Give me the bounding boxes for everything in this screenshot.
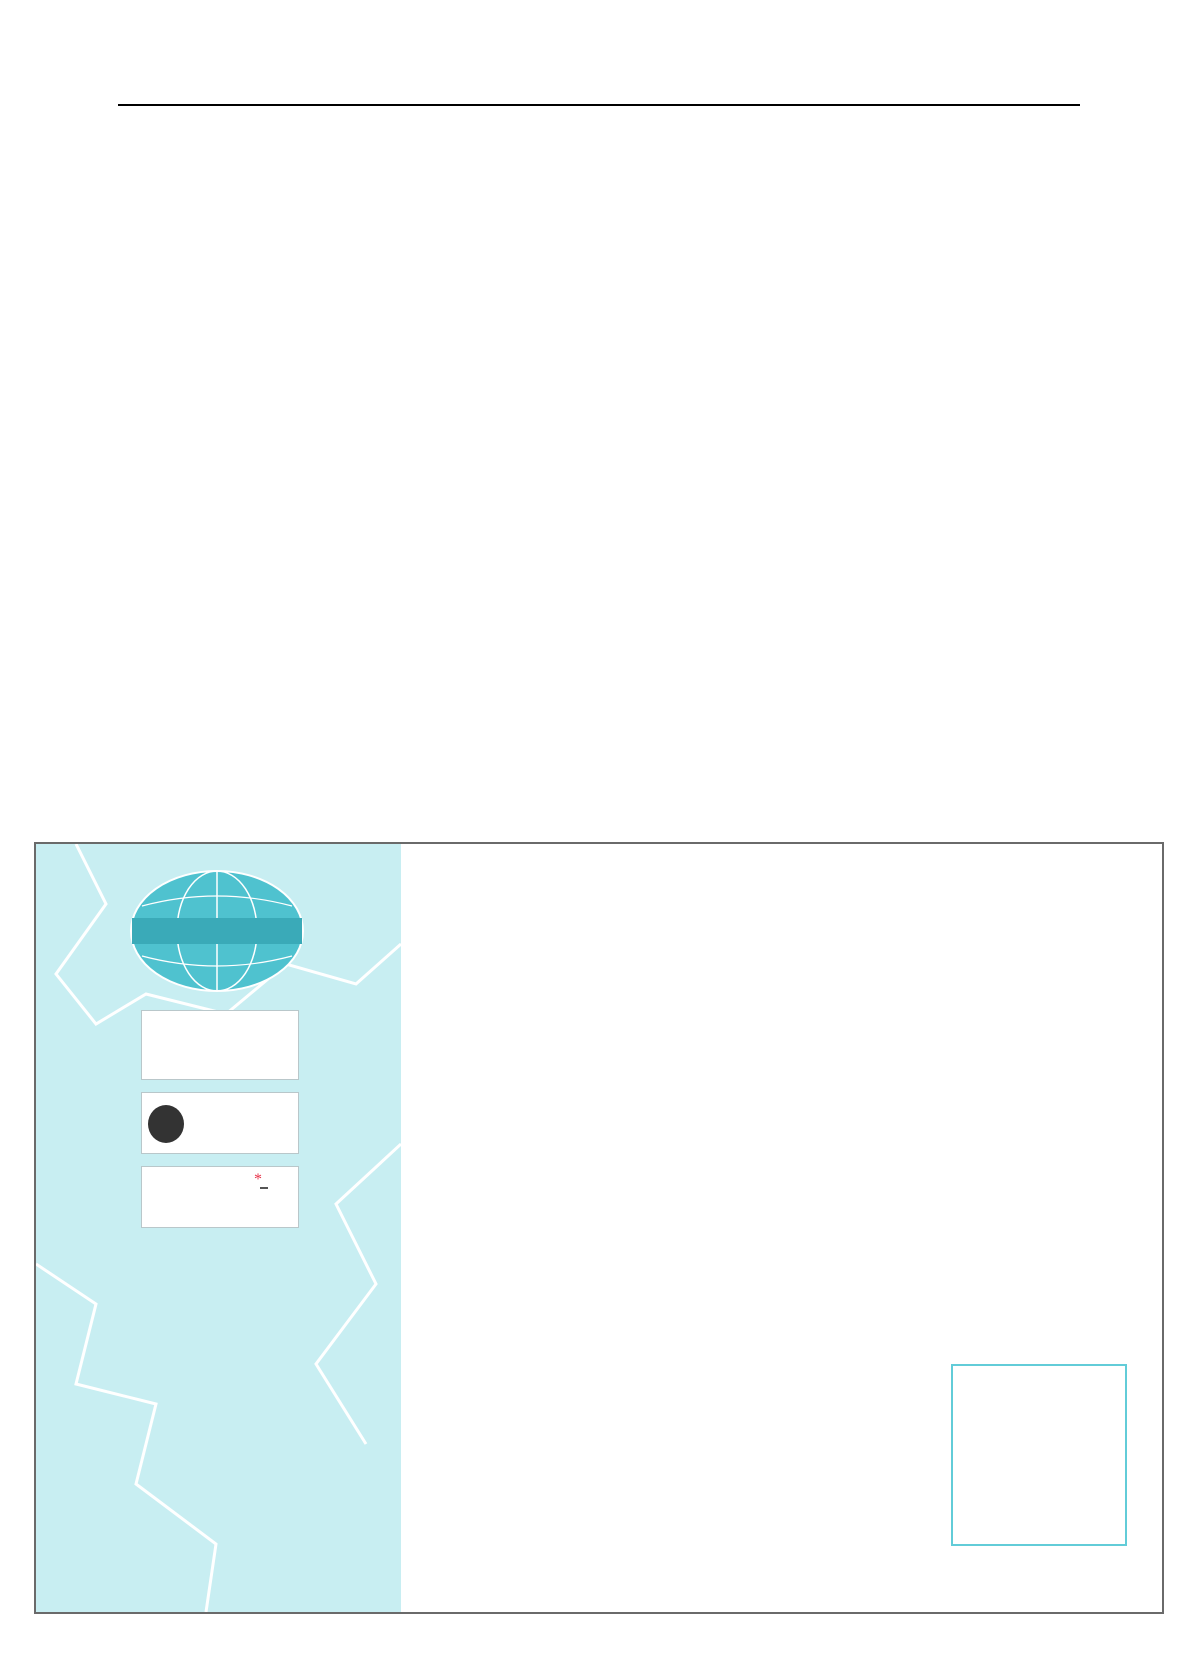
science-index-logo xyxy=(141,1166,299,1228)
journal-globe-logo xyxy=(122,856,312,996)
scopus-quartile-box xyxy=(951,1364,1127,1546)
cyberleninka-logo xyxy=(141,1092,299,1154)
ad-left-panel xyxy=(36,844,401,1612)
cyberleninka-head-icon xyxy=(148,1105,184,1143)
ad-right-panel xyxy=(401,844,1164,1612)
asterisk-icon: * xyxy=(254,1171,262,1188)
header-rule xyxy=(118,104,1080,106)
scopus-logo xyxy=(141,1010,299,1080)
journal-advertisement xyxy=(34,842,1164,1614)
scopus-box-journal xyxy=(953,1370,1125,1372)
